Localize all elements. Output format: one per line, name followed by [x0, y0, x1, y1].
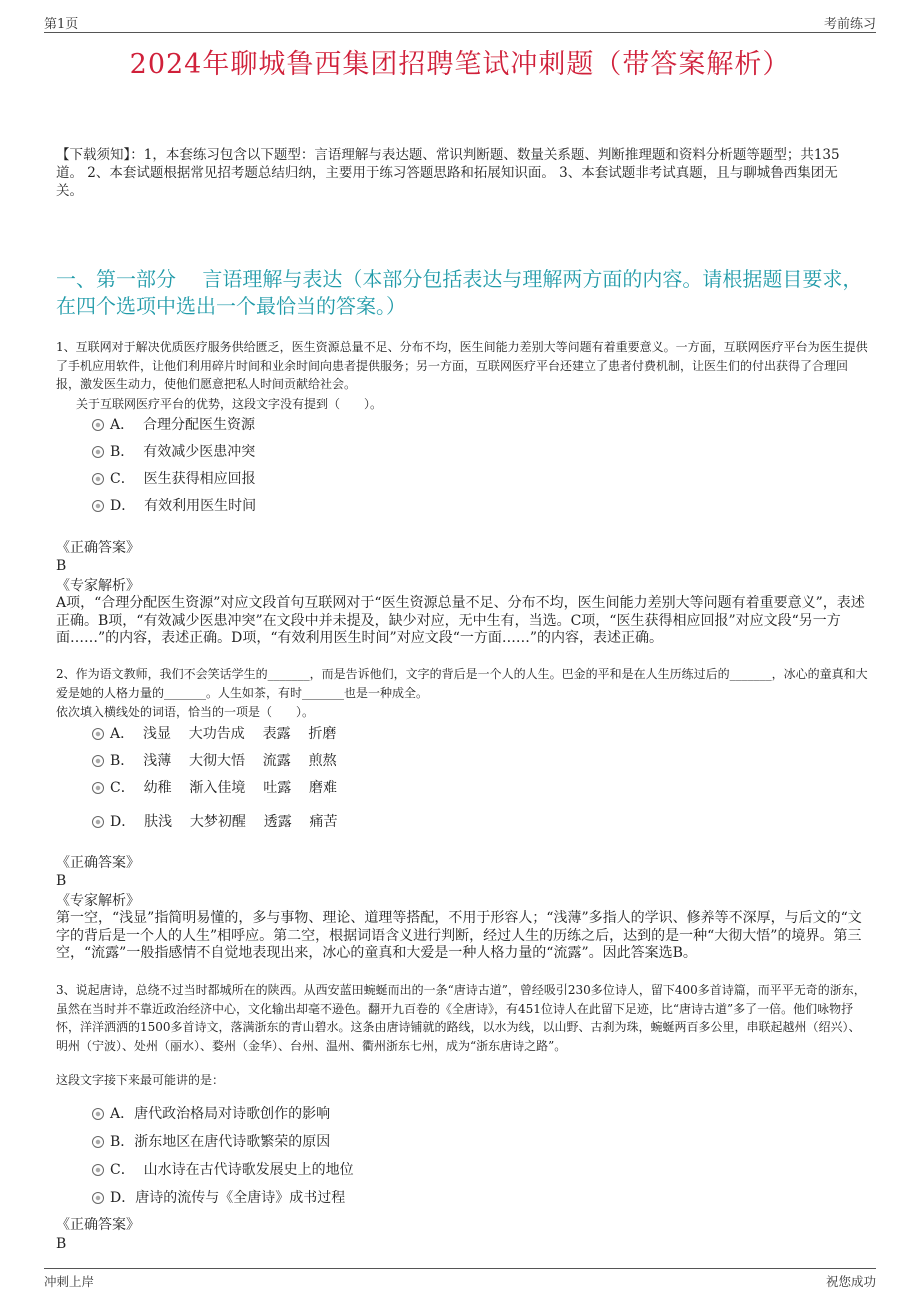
question-3-option-a[interactable]: A．唐代政治格局对诗歌创作的影响 [92, 1105, 330, 1123]
question-2-analysis-label: 《专家解析》 [56, 893, 140, 909]
header-rule [44, 32, 876, 33]
question-2-stem: 2、作为语文教师，我们不会笑话学生的_______，而是告诉他们，文字的背后是一个人的人生。巴金的平和是在人生历练过后的_______，冰心的童真和大爱是她的人格力量的_______。人生如茶，有时_______也是一种成全。 [56, 667, 868, 700]
radio-icon[interactable] [92, 816, 104, 828]
question-1-option-d[interactable]: D． 有效利用医生时间 [92, 497, 256, 515]
radio-icon[interactable] [92, 1136, 104, 1148]
radio-icon[interactable] [92, 755, 104, 767]
radio-icon[interactable] [92, 728, 104, 740]
footer-right: 祝您成功 [825, 1274, 876, 1289]
question-2-option-a[interactable]: A． 浅显 大功告成 表露 折磨 [92, 725, 336, 743]
header-label: 考前练习 [823, 17, 876, 32]
question-3-answer-label: 《正确答案》 [56, 1217, 140, 1233]
question-2-option-c[interactable]: C． 幼稚 渐入佳境 吐露 磨难 [92, 779, 337, 797]
question-3-answer: B [56, 1236, 67, 1252]
radio-icon[interactable] [92, 1108, 104, 1120]
question-1-option-b[interactable]: B． 有效减少医患冲突 [92, 443, 255, 461]
question-2-answer-label: 《正确答案》 [56, 855, 140, 871]
question-3-option-b[interactable]: B．浙东地区在唐代诗歌繁荣的原因 [92, 1133, 330, 1151]
question-2-option-d[interactable]: D． 肤浅 大梦初醒 透露 痛苦 [92, 813, 338, 831]
question-1-analysis-label: 《专家解析》 [56, 578, 140, 594]
question-1-prompt: 关于互联网医疗平台的优势，这段文字没有提到（ ）。 [76, 397, 383, 411]
page-number: 第1页 [44, 17, 79, 32]
radio-icon[interactable] [92, 473, 104, 485]
download-notice: 【下载须知】：1，本套练习包含以下题型：言语理解与表达题、常识判断题、数量关系题、判断推理题和资料分析题等题型；共135道。 2、本套试题根据常见招考题总结归纳，主要用于练习答题思路和拓展知识面。 3、本套试题非考试真题，且与聊城鲁西集团无关。 [56, 147, 840, 199]
radio-icon[interactable] [92, 1192, 104, 1204]
question-2-option-b[interactable]: B． 浅薄 大彻大悟 流露 煎熬 [92, 752, 337, 770]
question-2-analysis: 第一空，“浅显”指简明易懂的，多与事物、理论、道理等搭配，不用于形容人；“浅薄”多指人的学识、修养等不深厚，与后文的“文字的背后是一个人的人生”相呼应。第二空，根据词语含义进行判断，经过人生的历练之后，达到的是一种“大彻大悟”的境界。第三空，“流露”一般指感情不自觉地表现出来，冰心的童真和大爱是一种人格力量的“流露”。因此答案选B。 [56, 910, 862, 961]
question-1-analysis: A项，“合理分配医生资源”对应文段首句互联网对于“医生资源总量不足、分布不均，医生间能力差别大等问题有着重要意义”，表述正确。B项，“有效减少医患冲突”在文段中并未提及，缺少对应，无中生有，当选。C项，“医生获得相应回报”对应文段“另一方面……”的内容，表述正确。D项，“有效利用医生时间”对应文段“一方面……”的内容，表述正确。 [56, 595, 865, 646]
question-1-option-a[interactable]: A． 合理分配医生资源 [92, 416, 255, 434]
radio-icon[interactable] [92, 500, 104, 512]
question-1-answer-label: 《正确答案》 [56, 540, 140, 556]
question-3-option-d[interactable]: D．唐诗的流传与《全唐诗》成书过程 [92, 1189, 345, 1207]
radio-icon[interactable] [92, 446, 104, 458]
question-1-answer: B [56, 558, 67, 574]
section-heading: 一、第一部分 言语理解与表达（本部分包括表达与理解两方面的内容。请根据题目要求，在四个选项中选出一个最恰当的答案。） [56, 267, 863, 318]
footer-left: 冲刺上岸 [44, 1274, 95, 1289]
question-3-prompt: 这段文字接下来最可能讲的是： [56, 1073, 225, 1087]
radio-icon[interactable] [92, 1164, 104, 1176]
question-3-option-c[interactable]: C． 山水诗在古代诗歌发展史上的地位 [92, 1161, 354, 1179]
question-1-stem: 1、互联网对于解决优质医疗服务供给匮乏，医生资源总量不足、分布不均，医生间能力差别大等问题有着重要意义。一方面，互联网医疗平台为医生提供了手机应用软件，让他们利用碎片时间和业余时间向患者提供服务；另一方面，互联网医疗平台还建立了患者付费机制，让医生们的付出获得了合理回报，激发医生动力，使他们愿意把私人时间贡献给社会。 [56, 340, 868, 391]
footer-rule [44, 1268, 876, 1269]
question-2-prompt: 依次填入横线处的词语，恰当的一项是（ ）。 [56, 705, 315, 719]
radio-icon[interactable] [92, 782, 104, 794]
question-3-stem: 3、说起唐诗，总绕不过当时都城所在的陕西。从西安蓝田蜿蜒而出的一条“唐诗古道”，曾经吸引230多位诗人，留下400多首诗篇，而平平无奇的浙东，虽然在当时并不靠近政治经济中心，文化输出却毫不逊色。翻开九百卷的《全唐诗》，有451位诗人在此留下足迹，比“唐诗古道”多了一倍。他们咏物抒怀，洋洋洒洒的1500多首诗文，落满浙东的青山碧水。这条由唐诗铺就的路线，以水为线，以山野、古刹为珠，蜿蜒两百多公里，串联起越州（绍兴）、明州（宁波）、处州（丽水）、婺州（金华）、台州、温州、衢州浙东七州，成为“浙东唐诗之路”。 [56, 983, 866, 1053]
radio-icon[interactable] [92, 419, 104, 431]
page-title: 2024年聊城鲁西集团招聘笔试冲刺题（带答案解析） [129, 49, 791, 80]
question-1-option-c[interactable]: C． 医生获得相应回报 [92, 470, 256, 488]
question-2-answer: B [56, 873, 67, 889]
